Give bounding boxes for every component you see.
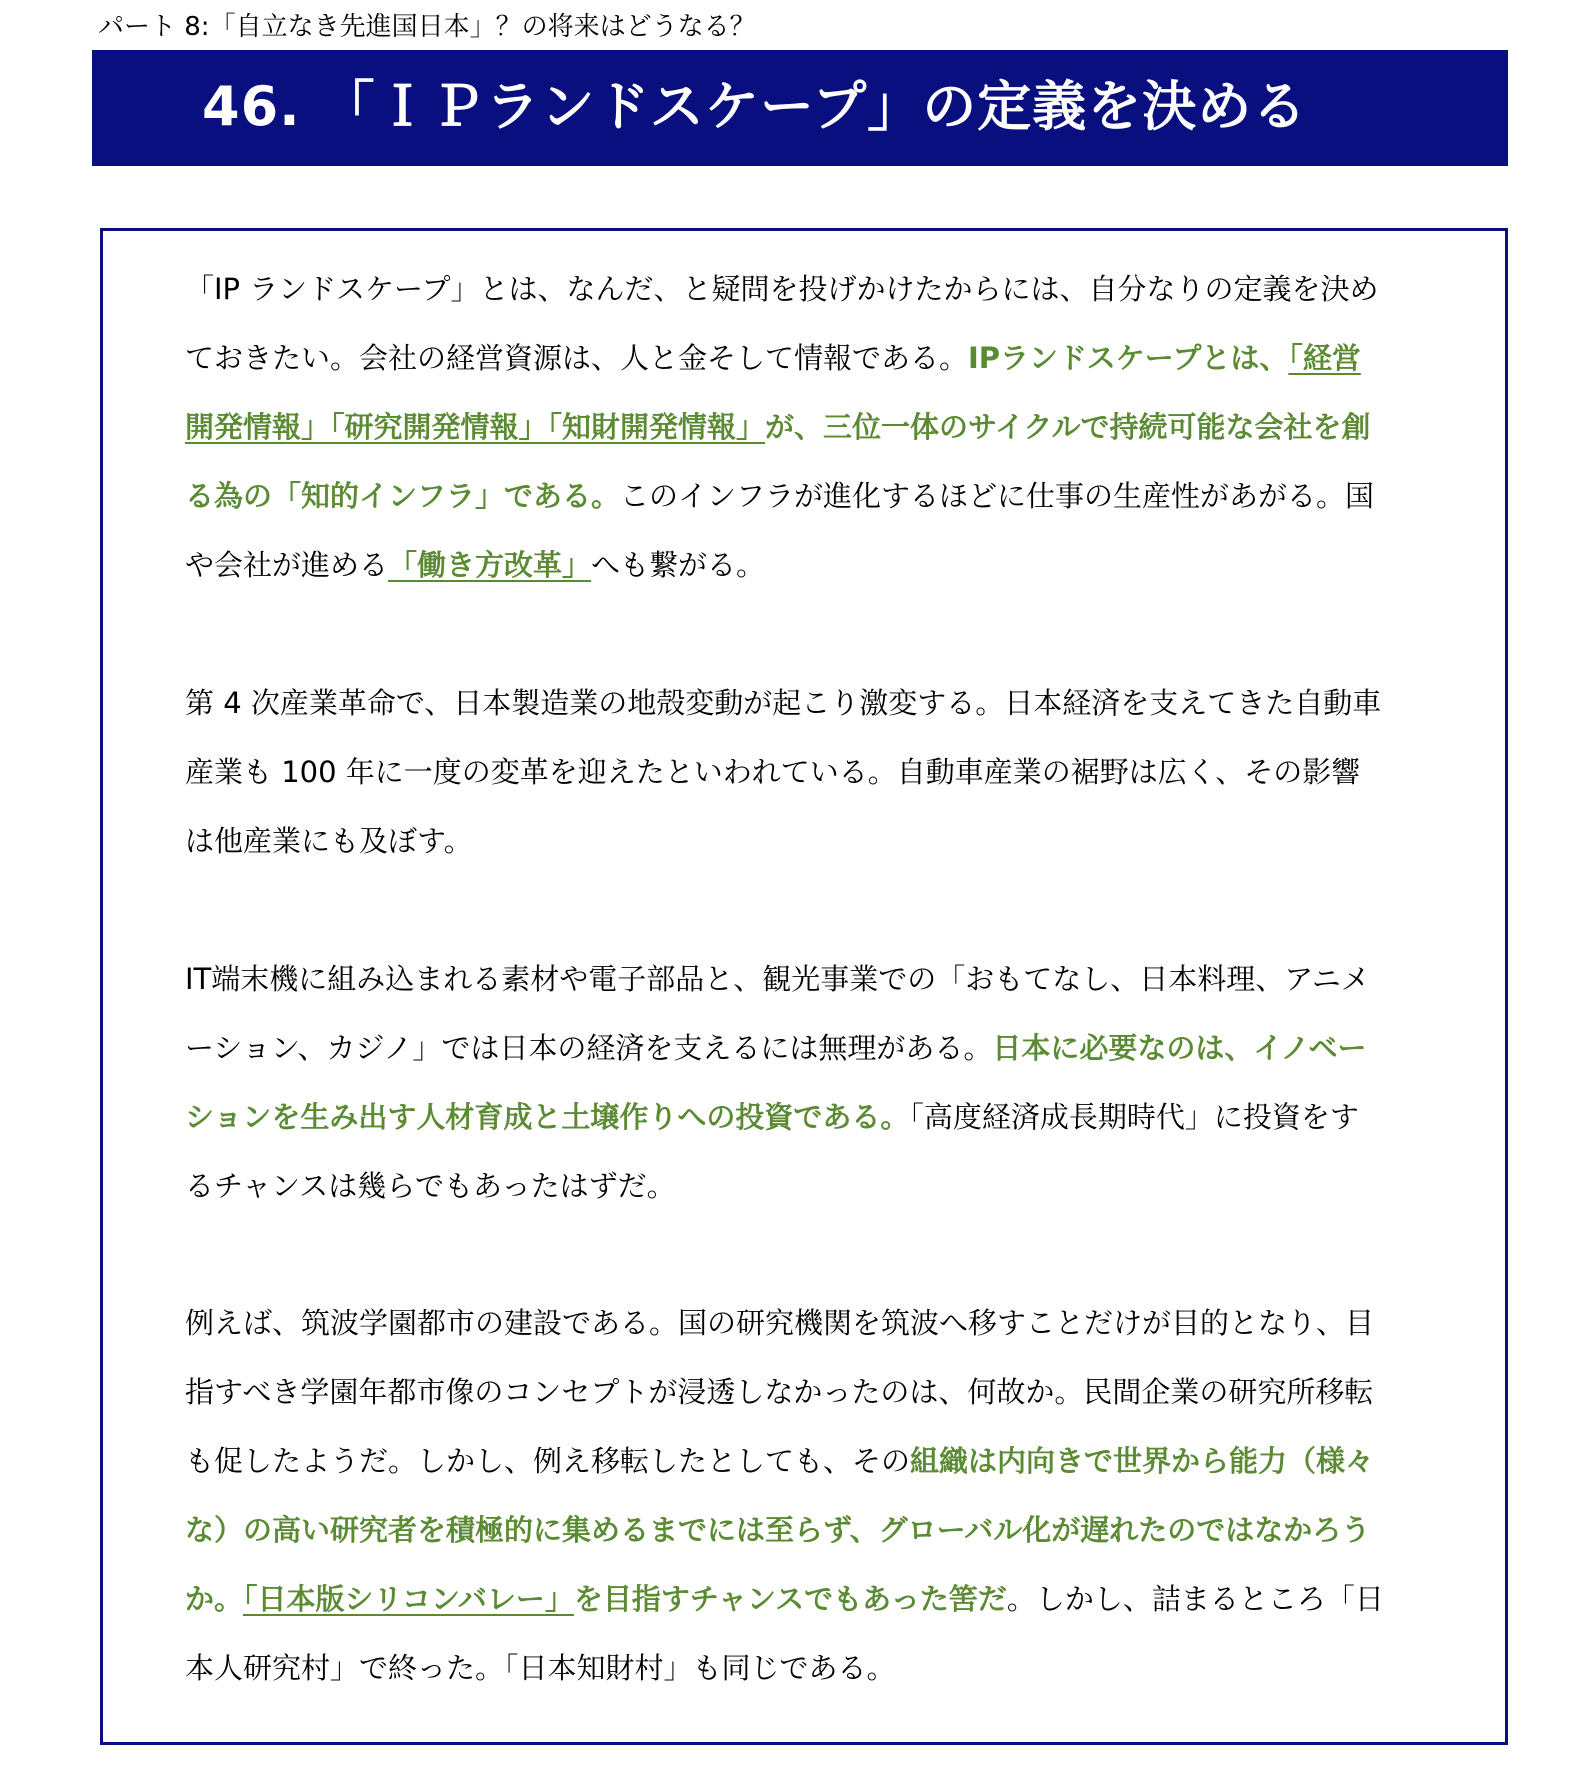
- page-title: 46. 「ＩＰランドスケープ」の定義を決める: [202, 75, 1308, 138]
- text-span: 第 4 次産業革命で、日本製造業の地殻変動が起こり激変する。日本経済を支えてきた自動車産業も 100 年に一度の変革を迎えたといわれている。自動車産業の裾野は広く、その影響は他産業にも及ぼす。: [185, 686, 1382, 858]
- paragraph-ip-landscape-definition: [185, 255, 1385, 600]
- highlight-text: 組織は内向きで世界から能力（様々な）の高い研究者を積極的に集めるまでには至らず、グローバル化が遅れたのではなかろうか。: [185, 1444, 1375, 1616]
- text-span: 。しかし、詰まるところ「日本人研究村」で終った。「日本知財村」も同じである。: [185, 1582, 1384, 1685]
- highlight-underlined-text: 「経営開発情報」「研究開発情報」「知財開発情報」: [185, 341, 1361, 444]
- text-span: 例えば、筑波学園都市の建設である。国の研究機関を筑波へ移すことだけが目的となり、目指すべき学園年都市像のコンセプトが浸透しなかったのは、何故か。民間企業の研究所移転も促したようだ。しかし、例え移転したとしても、その: [185, 1306, 1375, 1478]
- text-span: IT端末機に組み込まれる素材や電子部品と、観光事業での「おもてなし、日本料理、アニメーション、カジノ」では日本の経済を支えるには無理がある。: [185, 962, 1370, 1065]
- title-banner: [92, 50, 1508, 166]
- paragraph-tsukuba: [185, 1289, 1385, 1703]
- paragraph-investment: [185, 945, 1385, 1221]
- text-span: へも繋がる。: [591, 548, 766, 582]
- content-box: [100, 228, 1508, 1745]
- text-span: 「高度経済成長期時代」に投資をするチャンスは幾らでもあったはずだ。: [185, 1100, 1359, 1203]
- highlight-text: 日本に必要なのは、イノベーションを生み出す人材育成と土壌作りへの投資である。: [185, 1031, 1367, 1134]
- highlight-underlined-text: 「働き方改革」: [388, 548, 592, 582]
- paragraph-industrial-revolution: [185, 669, 1385, 876]
- highlight-text: が、三位一体のサイクルで持続可能な会社を創る為の「知的インフラ」である。: [185, 410, 1371, 513]
- highlight-underlined-text: 「日本版シリコンバレー」: [243, 1582, 574, 1616]
- text-span: 「IP ランドスケープ」とは、なんだ、と疑問を投げかけたからには、自分なりの定義を決めておきたい。会社の経営資源は、人と金そして情報である。: [185, 272, 1379, 375]
- highlight-text: IPランドスケープとは、: [968, 341, 1289, 375]
- highlight-text: を目指すチャンスでもあった筈だ: [573, 1582, 1007, 1616]
- text-span: このインフラが進化するほどに仕事の生産性があがる。国や会社が進める: [185, 479, 1375, 582]
- part-header: パート 8:「自立なき先進国日本」？の将来はどうなる？: [98, 12, 756, 42]
